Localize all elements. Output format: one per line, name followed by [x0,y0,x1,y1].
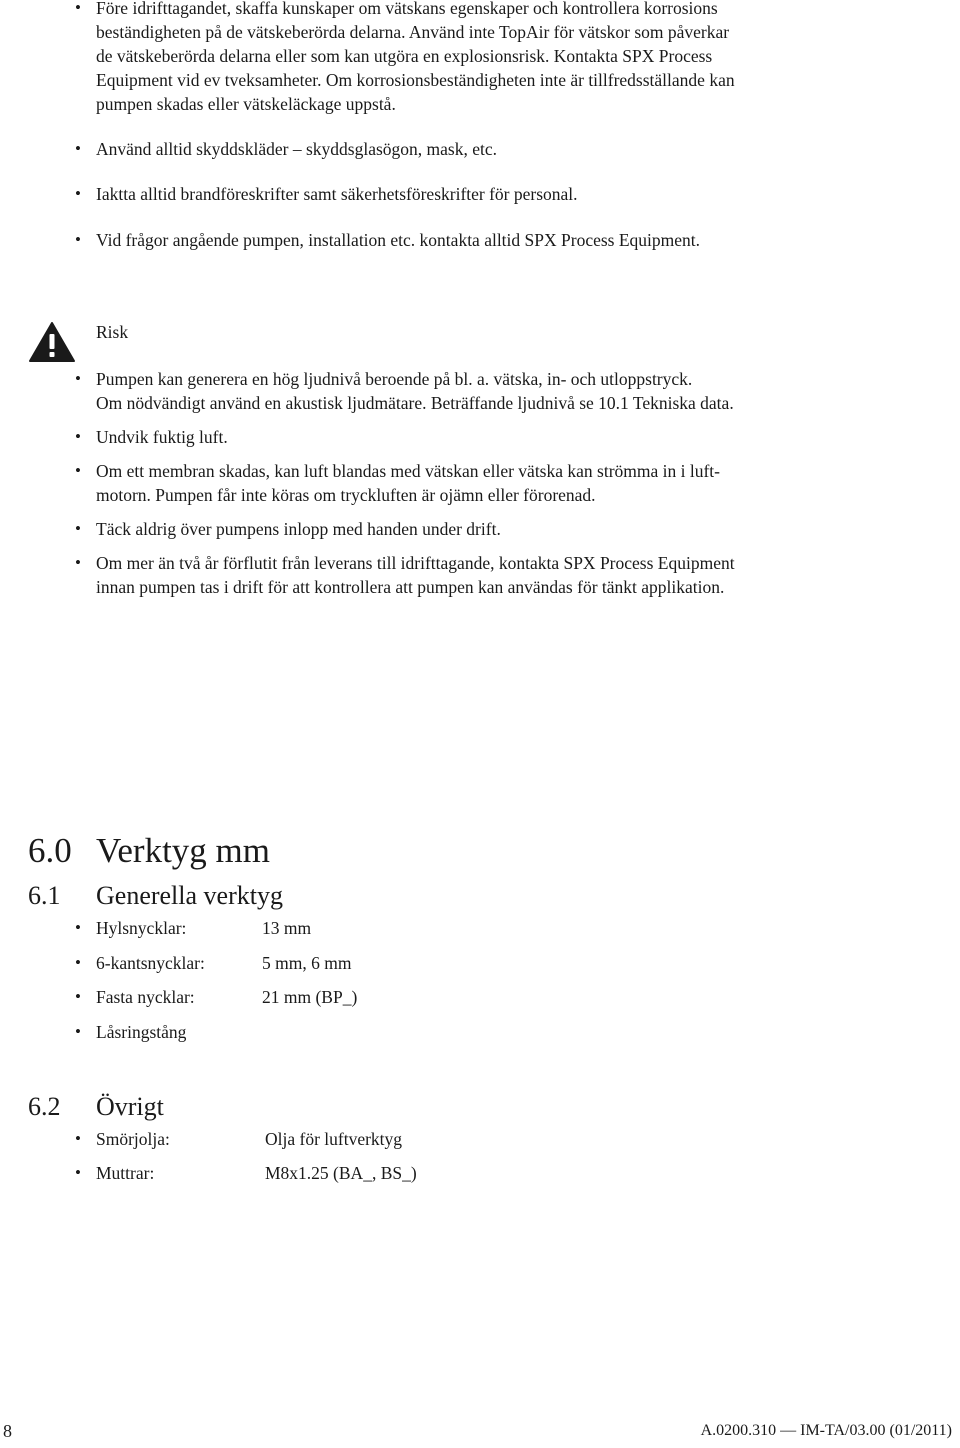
tool-label: Hylsnycklar: [96,918,187,938]
intro-bullet-protective-clothing [96,137,926,161]
supply-value: M8x1.25 (BA_, BS_) [265,1163,417,1183]
bullet-line: • Täck aldrig över pumpens inlopp med handen under drift. [96,519,501,539]
tool-value: 5 mm, 6 mm [262,953,352,973]
bullet-line: Equipment vid ev tveksamheter. Om korrosionsbeständigheten inte är tillfredsställande kan [96,70,735,90]
bullet-line: • Vid frågor angående pumpen, installation etc. kontakta alltid SPX Process Equipment. [96,230,701,250]
bullet-line: • Undvik fuktig luft. [96,427,228,447]
subsection-title: Generella verktyg [96,881,283,910]
tool-value: 21 mm (BP_) [262,987,358,1007]
subsection-number: 6.2 [28,1092,61,1121]
bullet-line: • Om mer än två år förflutit från leverans till idrifttagande, kontakta SPX Process Equipment [96,553,735,573]
tool-value: 13 mm [262,918,312,938]
risk-bullet-humid-air [96,425,926,449]
supply-label: Smörjolja: [96,1129,170,1149]
supply-value: Olja för luftverktyg [265,1129,403,1149]
document-code: A.0200.310 — IM-TA/03.00 (01/2011) [700,1422,952,1439]
intro-bullet-fluid-compatibility [96,0,926,116]
tool-label: 6-kantsnycklar: [96,953,205,973]
risk-bullet-inlet [96,517,926,541]
section-number: 6.0 [28,831,72,870]
bullet-line: innan pumpen tas i drift för att kontrollera att pumpen kan användas för tänkt applikation. [96,577,725,597]
subsection-title: Övrigt [96,1092,164,1121]
tool-label: Fasta nycklar: [96,987,195,1007]
risk-label: Risk [96,322,129,342]
bullet-line: • Före idrifttagandet, skaffa kunskaper om vätskans egenskaper och kontrollera korrosions [96,0,718,18]
page-number: 8 [3,1421,12,1441]
subsection-number: 6.1 [28,881,61,910]
supply-label: Muttrar: [96,1163,155,1183]
bullet-line: Om nödvändigt använd en akustisk ljudmätare. Beträffande ljudnivå se 10.1 Tekniska data. [96,393,734,413]
bullet-line: beständigheten på de vätskeberörda delarna. Använd inte TopAir för vätskor som påverkar [96,22,730,42]
bullet-line: • Pumpen kan generera en hög ljudnivå beroende på bl. a. vätska, in- och utloppstryck. [96,369,693,389]
section-title: Verktyg mm [96,831,271,870]
warning-triangle-icon [28,321,76,363]
bullet-line: • Om ett membran skadas, kan luft blandas med vätskan eller vätska kan strömma in i luft- [96,461,721,481]
intro-bullet-fire-regulations [96,182,926,206]
bullet-line: • Iaktta alltid brandföreskrifter samt säkerhetsföreskrifter för personal. [96,184,578,204]
bullet-line: de vätskeberörda delarna eller som kan utgöra en explosionsrisk. Kontakta SPX Process [96,46,713,66]
intro-bullet-contact [96,228,926,252]
bullet-line: motorn. Pumpen får inte köras om tryckluften är ojämn eller förorenad. [96,485,596,505]
bullet-line: • Använd alltid skyddskläder – skyddsglasögon, mask, etc. [96,139,497,159]
risk-bullet-noise [96,367,926,415]
bullet-line: pumpen skadas eller vätskeläckage uppstå. [96,94,396,114]
tool-label: Låsringstång [96,1022,187,1042]
risk-bullet-two-years [96,551,926,599]
risk-bullet-membrane [96,459,926,507]
